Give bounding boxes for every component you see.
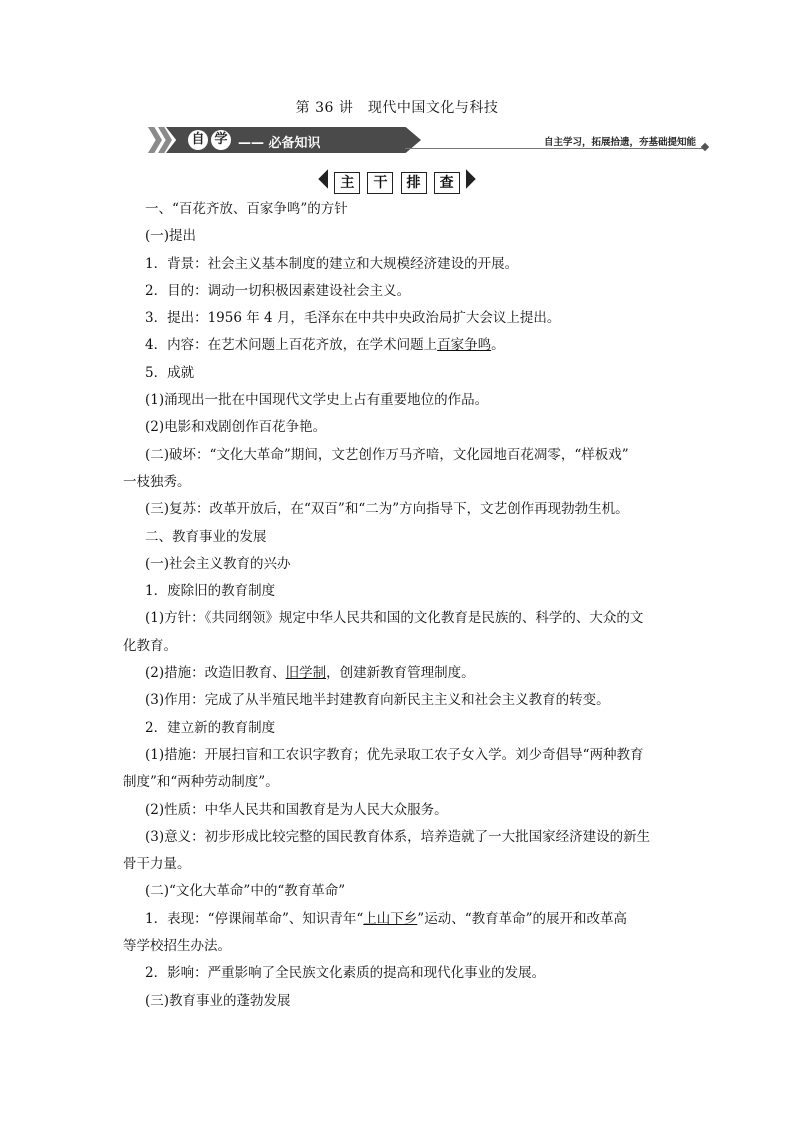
banner-subtitle: —— 必备知识 [238, 136, 321, 151]
section-header-char: 查 [434, 172, 460, 194]
bracket-left-icon [318, 169, 328, 189]
subheading: (二)“文化大革命”中的“教育革命” [145, 883, 346, 900]
subheading: (三)教育事业的蓬勃发展 [145, 992, 291, 1009]
text-run: ”运动、“教育革命”的展开和改革高 [417, 910, 628, 927]
subheading: (一)社会主义教育的兴办 [145, 555, 291, 572]
chevron-decoration [148, 127, 162, 153]
section-header [0, 167, 794, 194]
banner-circle-char: 学 [211, 130, 231, 150]
paragraph-line: (二)破坏：“文化大革命”期间，文艺创作万马齐喑，文化园地百花凋零，“样板戏” [145, 446, 629, 463]
paragraph-line: 2．影响：严重影响了全民族文化素质的提高和现代化事业的发展。 [145, 965, 546, 982]
heading-1: 二、教育事业的发展 [145, 528, 267, 545]
paragraph-line: 2．建立新的教育制度 [145, 719, 276, 736]
paragraph-line: (2)性质：中华人民共和国教育是为人民大众服务。 [145, 801, 448, 818]
underlined-term: 上山下乡 [363, 910, 418, 927]
paragraph-line: 等学校招生办法。 [123, 938, 231, 955]
paragraph-line: (3)意义：初步形成比较完整的国民教育体系，培养造就了一大批国家经济建设的新生 [145, 828, 651, 845]
paragraph-line: 制度”和“两种劳动制度”。 [123, 774, 279, 791]
paragraph-line: (1)方针：《共同纲领》规定中华人民共和国的文化教育是民族的、科学的、大众的文 [145, 610, 644, 627]
paragraph-line [123, 660, 678, 687]
bracket-right-icon [466, 169, 476, 189]
section-banner [148, 124, 708, 156]
section-header-char: 主 [334, 172, 360, 194]
banner-tagline: 自主学习，拓展拾遗，夯基础提知能 [543, 137, 696, 148]
banner-circle-char: 自 [188, 130, 208, 150]
text-run: ，创建新教育管理制度。 [326, 665, 475, 682]
paragraph-line: 3．提出：1956 年 4 月，毛泽东在中共中央政治局扩大会议上提出。 [145, 310, 561, 327]
subheading: (一)提出 [145, 228, 197, 245]
paragraph-line: 1．废除旧的教育制度 [145, 583, 276, 600]
section-header-char: 排 [401, 172, 427, 194]
text-run: (2)措施：改造旧教育、 [145, 665, 286, 682]
paragraph-line: 2．目的：调动一切积极因素建设社会主义。 [145, 282, 411, 299]
paragraph-line: 一枝独秀。 [123, 473, 191, 490]
paragraph-line: (1)涌现出一批在中国现代文学史上占有重要地位的作品。 [145, 392, 489, 409]
paragraph-line: 骨干力量。 [123, 856, 191, 873]
section-header-char: 干 [367, 172, 393, 194]
paragraph-line: (1)措施：开展扫盲和工农识字教育；优先录取工农子女入学。刘少奇倡导“两种教育 [145, 746, 644, 763]
body-text [123, 196, 678, 1015]
paragraph-line: 5．成就 [145, 364, 195, 381]
paragraph-line [123, 906, 678, 933]
paragraph-line: (3)作用：完成了从半殖民地半封建教育向新民主主义和社会主义教育的转变。 [145, 692, 610, 709]
paragraph-line: (2)电影和戏剧创作百花争艳。 [145, 419, 327, 436]
diamond-icon [701, 143, 709, 151]
paragraph-line: (三)复苏：改革开放后，在“双百”和“二为”方向指导下，文艺创作再现勃勃生机。 [145, 501, 629, 518]
banner-rule [405, 148, 703, 149]
paragraph-line [123, 332, 678, 359]
heading-1: 一、“百花齐放、百家争鸣”的方针 [145, 201, 348, 217]
text-run: 1．表现：“停课闹革命”、知识青年“ [145, 910, 364, 927]
text-run: 4．内容：在艺术问题上百花齐放，在学术问题上 [145, 337, 438, 354]
lecture-title: 第 36 讲 现代中国文化与科技 [295, 100, 499, 116]
underlined-term: 百家争鸣 [437, 337, 492, 354]
underlined-term: 旧学制 [285, 665, 327, 682]
paragraph-line: 化教育。 [123, 637, 177, 654]
text-run: 。 [491, 337, 505, 354]
paragraph-line: 1．背景：社会主义基本制度的建立和大规模经济建设的开展。 [145, 255, 519, 272]
